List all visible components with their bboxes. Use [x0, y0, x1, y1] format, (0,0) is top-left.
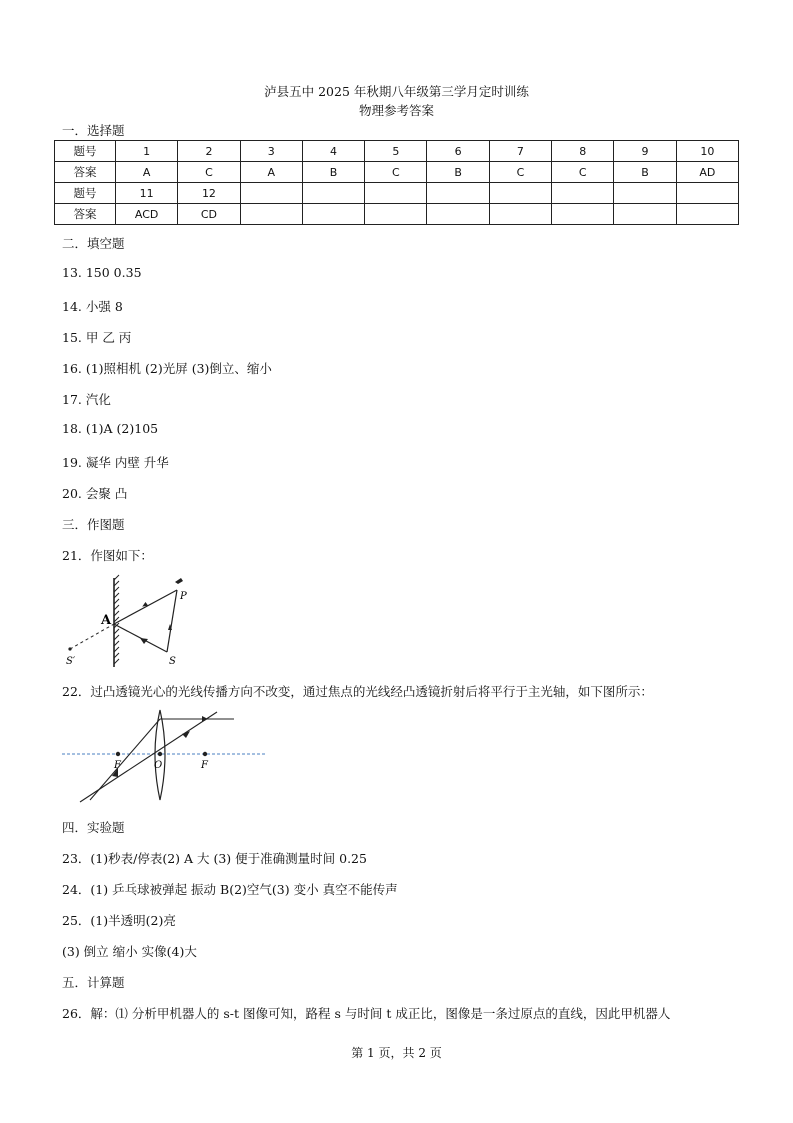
label-f-right: F [201, 760, 208, 771]
table-cell [365, 183, 427, 204]
section-heading-calculation: 五．计算题 [62, 975, 125, 990]
section-heading-experiment: 四．实验题 [62, 820, 125, 835]
focal-point-left [116, 752, 120, 756]
convex-lens-diagram [62, 706, 272, 806]
mirror-reflection-diagram [62, 572, 202, 672]
table-cell: 11 [116, 183, 178, 204]
table-cell [427, 183, 489, 204]
label-a: A [101, 613, 112, 628]
table-cell: 7 [489, 141, 551, 162]
table-cell [489, 204, 551, 225]
section-heading-choice: 一．选择题 [62, 123, 125, 138]
table-cell: 12 [178, 183, 240, 204]
answer-16: 16. (1)照相机 (2)光屏 (3)倒立、缩小 [62, 361, 272, 376]
table-cell [614, 204, 676, 225]
answer-13: 13. 150 0.35 [62, 265, 142, 280]
table-cell [676, 204, 738, 225]
answer-14: 14. 小强 8 [62, 299, 123, 314]
answer-26: 26．解：⑴ 分析甲机器人的 s-t 图像可知，路程 s 与时间 t 成正比，图像是一条过原点的直线，因此甲机器人 [62, 1006, 671, 1021]
table-cell: 4 [302, 141, 364, 162]
table-cell [552, 183, 614, 204]
table-cell: C [552, 162, 614, 183]
table-cell [676, 183, 738, 204]
answer-table [54, 140, 739, 225]
table-cell: 1 [116, 141, 178, 162]
answer-19: 19. 凝华 内壁 升华 [62, 455, 169, 470]
table-cell [302, 204, 364, 225]
optical-center [158, 752, 162, 756]
table-cell: CD [178, 204, 240, 225]
answer-20: 20. 会聚 凸 [62, 486, 128, 501]
table-row [55, 204, 739, 225]
table-cell: 6 [427, 141, 489, 162]
table-cell: A [240, 162, 302, 183]
answer-18: 18. (1)A (2)105 [62, 421, 159, 436]
answer-24: 24．(1) 乒乓球被弹起 振动 B(2)空气(3) 变小 真空不能传声 [62, 882, 398, 897]
label-o: O [154, 760, 163, 771]
table-cell: 2 [178, 141, 240, 162]
answer-21: 21．作图如下： [62, 548, 153, 563]
table-cell: B [614, 162, 676, 183]
table-row [55, 183, 739, 204]
table-cell: 题号 [55, 141, 116, 162]
reflected-ray [114, 590, 177, 624]
table-cell: 答案 [55, 162, 116, 183]
table-cell: 9 [614, 141, 676, 162]
table-cell: C [365, 162, 427, 183]
table-cell [427, 204, 489, 225]
table-cell: 3 [240, 141, 302, 162]
answer-25-continued: (3) 倒立 缩小 实像(4)大 [62, 944, 197, 959]
table-cell: C [489, 162, 551, 183]
table-cell: C [178, 162, 240, 183]
table-cell: ACD [116, 204, 178, 225]
table-cell: 答案 [55, 204, 116, 225]
table-cell: 8 [552, 141, 614, 162]
table-cell: B [427, 162, 489, 183]
ray-through-focus [90, 719, 163, 800]
table-cell [240, 204, 302, 225]
eye-icon [175, 578, 183, 584]
page-footer: 第 1 页，共 2 页 [351, 1046, 442, 1060]
table-cell [240, 183, 302, 204]
label-f-left: F [114, 760, 121, 771]
focal-point-right [203, 752, 207, 756]
label-p: P [180, 591, 187, 602]
answer-23: 23．(1)秒表/停表(2) A 大 (3) 便于准确测量时间 0.25 [62, 851, 367, 866]
arrow-icon [202, 716, 208, 722]
table-cell: 题号 [55, 183, 116, 204]
table-cell [614, 183, 676, 204]
table-cell [365, 204, 427, 225]
table-cell: 10 [676, 141, 738, 162]
table-cell: A [116, 162, 178, 183]
table-cell [489, 183, 551, 204]
section-heading-drawing: 三．作图题 [62, 517, 125, 532]
table-cell: B [302, 162, 364, 183]
table-row [55, 141, 739, 162]
answer-22: 22．过凸透镜光心的光线传播方向不改变，通过焦点的光线经凸透镜折射后将平行于主光轴，如下图所示： [62, 684, 653, 699]
table-cell: 5 [365, 141, 427, 162]
label-s-prime: S′ [66, 656, 76, 667]
incident-ray [114, 624, 167, 652]
section-heading-fill: 二．填空题 [62, 236, 125, 251]
table-cell [552, 204, 614, 225]
answer-25: 25．(1)半透明(2)亮 [62, 913, 176, 928]
answer-15: 15. 甲 乙 丙 [62, 330, 132, 345]
answer-17: 17. 汽化 [62, 392, 111, 407]
table-cell: AD [676, 162, 738, 183]
label-s: S [169, 656, 176, 667]
table-row [55, 162, 739, 183]
table-cell [302, 183, 364, 204]
document-subtitle: 物理参考答案 [358, 103, 434, 118]
point-s-prime [68, 647, 71, 650]
ray-sp [167, 590, 177, 652]
document-title: 泸县五中 2025 年秋期八年级第三学月定时训练 [264, 84, 529, 99]
